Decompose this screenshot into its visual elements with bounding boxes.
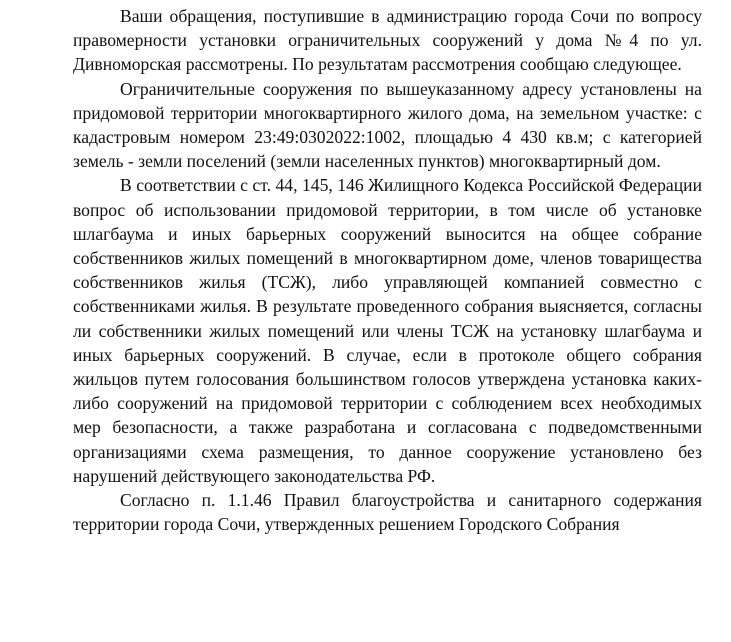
paragraph-sochi-rules: Согласно п. 1.1.46 Правил благоустройства и санитарного содержания территории города Сочи, утвержденных решением Городского Собрания: [73, 490, 702, 535]
letter-body: [73, 4, 702, 536]
paragraph-appeal-intro: Ваши обращения, поступившие в администрацию города Сочи по вопросу правомерности установки ограничительных сооружений у дома №4 по ул. Дивноморская рассмотрены. По результатам рассмотрения сообщаю следующее.: [73, 6, 702, 75]
paragraph-structures-location: Ограничительные сооружения по вышеуказанному адресу установлены на придомовой территории многоквартирного жилого дома, на земельном участке: с кадастровым номером 23:49:0302022:1002, площадью 4 430 кв.м; с категорией земель - земли поселений (земли населенных пунктов) многоквартирный дом.: [73, 78, 702, 172]
paragraph-housing-code: В соответствии с ст. 44, 145, 146 Жилищного Кодекса Российской Федерации вопрос об использовании придомовой территории, в том числе об установке шлагбаума и иных барьерных сооружений выносится на общее собрание собственников жилых помещений в многоквартирном доме, членов товарищества собственников жилья (ТСЖ), либо управляющей компанией совместно с собственниками жилья. В результате проведенного собрания выясняется, согласны ли собственники жилых помещений или члены ТСЖ на установку шлагбаума и иных барьерных сооружений. В случае, если в протоколе общего собрания жильцов путем голосования большинством голосов утверждена установка каких-либо сооружений на придомовой территории с соблюдением всех необходимых мер безопасности, а также разработана и согласована с подведомственными организациями схема размещения, то данное сооружение установлено без нарушений действующего законодательства РФ.: [73, 175, 702, 486]
